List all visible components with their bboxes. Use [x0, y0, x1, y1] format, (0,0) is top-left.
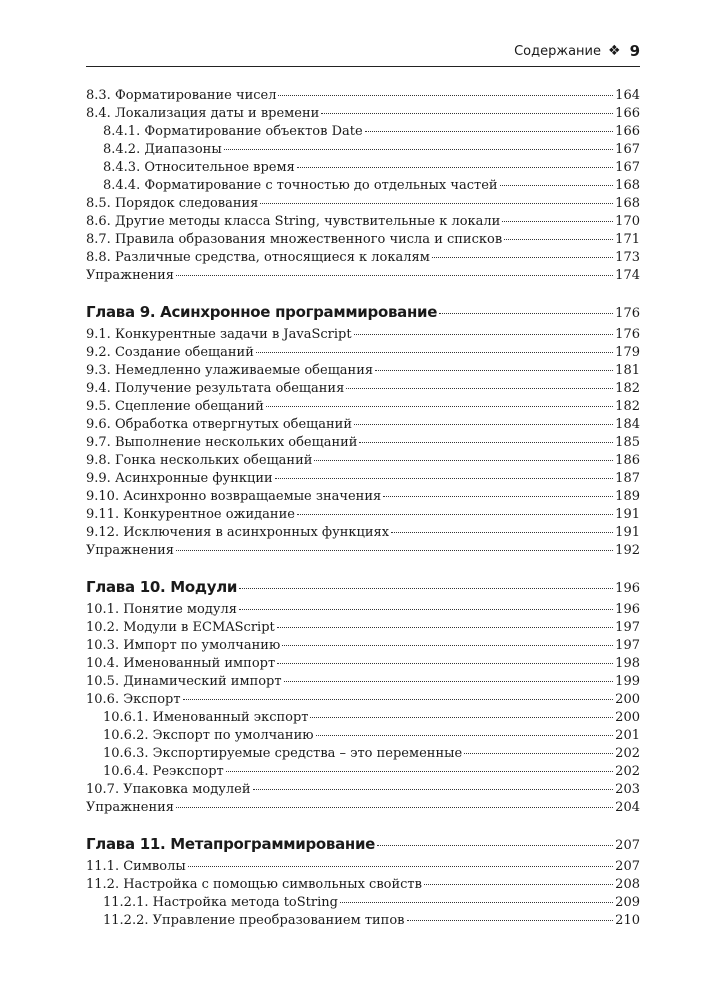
- toc-section: [86, 299, 640, 560]
- toc-entry: [86, 799, 640, 817]
- chapter-heading-title: Глава 9. Асинхронное программирование: [86, 303, 438, 321]
- toc-entry-title: 9.4. Получение результата обещания: [86, 381, 345, 396]
- toc-entry-title: 9.5. Сцепление обещаний: [86, 399, 264, 414]
- table-of-contents: [86, 87, 640, 930]
- dot-leader: [464, 753, 613, 754]
- toc-section: [86, 574, 640, 817]
- dot-leader: [346, 388, 613, 389]
- toc-entry-page: 198: [615, 656, 640, 671]
- toc-entry: [86, 141, 640, 159]
- toc-entry-page: 197: [615, 620, 640, 635]
- toc-entry: [86, 655, 640, 673]
- toc-entry: [86, 619, 640, 637]
- chapter-heading-title: Глава 10. Модули: [86, 578, 238, 596]
- dot-leader: [176, 550, 613, 551]
- dot-leader: [253, 789, 614, 790]
- toc-entry-title: 9.2. Создание обещаний: [86, 345, 254, 360]
- toc-entry: [86, 416, 640, 434]
- dot-leader: [340, 902, 613, 903]
- toc-entry: [86, 524, 640, 542]
- toc-entry: [86, 691, 640, 709]
- toc-entry-title: 9.8. Гонка нескольких обещаний: [86, 453, 313, 468]
- chapter-heading: [86, 574, 640, 600]
- toc-entry: [86, 380, 640, 398]
- toc-entry-title: 10.6.4. Реэкспорт: [103, 764, 224, 779]
- toc-entry: [86, 249, 640, 267]
- toc-entry: [86, 727, 640, 745]
- toc-entry-title: 9.10. Асинхронно возвращаемые значения: [86, 489, 382, 504]
- toc-entry-page: 179: [615, 345, 640, 360]
- toc-entry: [86, 781, 640, 799]
- toc-entry-title: 8.6. Другие методы класса String, чувствительные к локали: [86, 214, 501, 229]
- dot-leader: [439, 313, 613, 314]
- chapter-heading-page: 176: [615, 306, 640, 321]
- dot-leader: [500, 185, 614, 186]
- toc-entry-title: 8.4.2. Диапазоны: [103, 142, 222, 157]
- toc-entry: [86, 506, 640, 524]
- toc-entry-title: Упражнения: [86, 543, 174, 558]
- toc-entry-page: 167: [615, 142, 640, 157]
- toc-entry: [86, 87, 640, 105]
- toc-entry-page: 168: [615, 196, 640, 211]
- dot-leader: [224, 149, 614, 150]
- toc-entry: [86, 601, 640, 619]
- toc-entry-title: 8.8. Различные средства, относящиеся к локалям: [86, 250, 430, 265]
- toc-entry: [86, 213, 640, 231]
- dot-leader: [278, 95, 613, 96]
- toc-entry: [86, 326, 640, 344]
- dot-leader: [391, 532, 613, 533]
- toc-entry-title: 10.3. Импорт по умолчанию: [86, 638, 281, 653]
- toc-entry: [86, 159, 640, 177]
- dot-leader: [277, 627, 613, 628]
- toc-entry-title: 10.6.3. Экспортируемые средства – это переменные: [103, 746, 463, 761]
- toc-entry-page: 208: [615, 877, 640, 892]
- toc-entry-title: 9.12. Исключения в асинхронных функциях: [86, 525, 390, 540]
- dot-leader: [188, 866, 613, 867]
- toc-entry-page: 196: [615, 602, 640, 617]
- toc-entry-page: 202: [615, 746, 640, 761]
- toc-entry-page: 182: [615, 399, 640, 414]
- toc-entry-title: 11.2. Настройка с помощью символьных свойств: [86, 877, 422, 892]
- dot-leader: [354, 334, 614, 335]
- toc-entry: [86, 637, 640, 655]
- toc-entry-page: 189: [615, 489, 640, 504]
- dot-leader: [432, 257, 613, 258]
- toc-entry-page: 181: [615, 363, 640, 378]
- toc-entry-page: 184: [615, 417, 640, 432]
- dot-leader: [359, 442, 613, 443]
- toc-entry-page: 174: [615, 268, 640, 283]
- dot-leader: [407, 920, 614, 921]
- toc-entry-title: 8.7. Правила образования множественного числа и списков: [86, 232, 503, 247]
- dot-leader: [310, 717, 613, 718]
- chapter-heading-title: Глава 11. Метапрограммирование: [86, 835, 376, 853]
- toc-entry-title: 10.6.1. Именованный экспорт: [103, 710, 309, 725]
- toc-entry-title: 9.7. Выполнение нескольких обещаний: [86, 435, 358, 450]
- dot-leader: [375, 370, 613, 371]
- toc-entry-page: 191: [615, 507, 640, 522]
- toc-entry: [86, 123, 640, 141]
- dot-leader: [284, 681, 614, 682]
- toc-entry: [86, 763, 640, 781]
- toc-entry: [86, 709, 640, 727]
- dot-leader: [176, 275, 613, 276]
- chapter-heading-page: 207: [615, 838, 640, 853]
- toc-entry-page: 207: [615, 859, 640, 874]
- toc-entry-page: 191: [615, 525, 640, 540]
- dot-leader: [321, 113, 613, 114]
- toc-entry-title: 9.9. Асинхронные функции: [86, 471, 273, 486]
- toc-entry-title: 10.6. Экспорт: [86, 692, 181, 707]
- dot-leader: [297, 514, 613, 515]
- dot-leader: [256, 352, 613, 353]
- dot-leader: [365, 131, 613, 132]
- dot-leader: [275, 478, 613, 479]
- toc-entry-title: 8.3. Форматирование чисел: [86, 88, 277, 103]
- toc-entry: [86, 673, 640, 691]
- toc-entry-title: 8.4.4. Форматирование с точностью до отдельных частей: [103, 178, 498, 193]
- toc-entry-page: 176: [615, 327, 640, 342]
- toc-entry-page: 182: [615, 381, 640, 396]
- toc-entry-page: 167: [615, 160, 640, 175]
- page-number: 9: [629, 42, 640, 60]
- dot-leader: [239, 609, 613, 610]
- toc-entry: [86, 231, 640, 249]
- toc-entry-title: 11.1. Символы: [86, 859, 186, 874]
- dot-leader: [260, 203, 613, 204]
- dot-leader: [502, 221, 613, 222]
- toc-entry-page: 209: [615, 895, 640, 910]
- toc-entry-title: 9.1. Конкурентные задачи в JavaScript: [86, 327, 352, 342]
- dot-leader: [383, 496, 613, 497]
- chapter-heading: [86, 299, 640, 325]
- running-title: Содержание: [514, 43, 601, 59]
- chapter-heading: [86, 831, 640, 857]
- toc-entry: [86, 177, 640, 195]
- toc-entry-page: 166: [615, 124, 640, 139]
- dot-leader: [277, 663, 613, 664]
- toc-entry: [86, 434, 640, 452]
- toc-entry-page: 164: [615, 88, 640, 103]
- toc-entry: [86, 105, 640, 123]
- toc-entry-title: 8.4.1. Форматирование объектов Date: [103, 124, 363, 139]
- dot-leader: [424, 884, 613, 885]
- dot-leader: [316, 735, 614, 736]
- toc-entry: [86, 362, 640, 380]
- toc-entry-page: 173: [615, 250, 640, 265]
- toc-entry-title: 10.5. Динамический импорт: [86, 674, 282, 689]
- chapter-heading-page: 196: [615, 581, 640, 596]
- toc-section: [86, 831, 640, 930]
- toc-entry-page: 197: [615, 638, 640, 653]
- toc-entry-page: 171: [615, 232, 640, 247]
- dot-leader: [297, 167, 613, 168]
- toc-entry-title: 10.6.2. Экспорт по умолчанию: [103, 728, 314, 743]
- toc-entry: [86, 745, 640, 763]
- toc-entry: [86, 488, 640, 506]
- toc-entry-title: 9.11. Конкурентное ожидание: [86, 507, 295, 522]
- toc-entry-title: Упражнения: [86, 268, 174, 283]
- toc-entry-page: 186: [615, 453, 640, 468]
- dot-leader: [354, 424, 613, 425]
- toc-entry-page: 204: [615, 800, 640, 815]
- toc-entry-title: 10.2. Модули в ECMAScript: [86, 620, 275, 635]
- dot-leader: [504, 239, 613, 240]
- toc-entry-title: 8.4.3. Относительное время: [103, 160, 295, 175]
- ornament-icon: ❖: [608, 43, 621, 59]
- toc-entry-title: 10.4. Именованный импорт: [86, 656, 276, 671]
- dot-leader: [282, 645, 613, 646]
- dot-leader: [377, 845, 613, 846]
- toc-entry-page: 170: [615, 214, 640, 229]
- toc-entry-title: 11.2.1. Настройка метода toString: [103, 895, 338, 910]
- dot-leader: [239, 588, 613, 589]
- toc-entry: [86, 470, 640, 488]
- toc-entry-title: 11.2.2. Управление преобразованием типов: [103, 913, 405, 928]
- toc-entry-page: 166: [615, 106, 640, 121]
- dot-leader: [226, 771, 613, 772]
- toc-entry: [86, 894, 640, 912]
- toc-entry-title: 8.5. Порядок следования: [86, 196, 259, 211]
- toc-entry: [86, 195, 640, 213]
- toc-entry-page: 203: [615, 782, 640, 797]
- toc-entry-page: 168: [615, 178, 640, 193]
- toc-entry-title: 10.7. Упаковка модулей: [86, 782, 251, 797]
- toc-entry-page: 187: [615, 471, 640, 486]
- toc-section: [86, 87, 640, 285]
- dot-leader: [266, 406, 613, 407]
- toc-entry: [86, 452, 640, 470]
- toc-entry: [86, 858, 640, 876]
- toc-entry-title: Упражнения: [86, 800, 174, 815]
- dot-leader: [183, 699, 614, 700]
- toc-entry: [86, 912, 640, 930]
- toc-entry: [86, 542, 640, 560]
- toc-entry-page: 210: [615, 913, 640, 928]
- toc-entry: [86, 876, 640, 894]
- toc-entry-page: 201: [615, 728, 640, 743]
- toc-entry-title: 9.6. Обработка отвергнутых обещаний: [86, 417, 353, 432]
- toc-entry-title: 10.1. Понятие модуля: [86, 602, 237, 617]
- toc-entry-page: 192: [615, 543, 640, 558]
- toc-entry: [86, 267, 640, 285]
- dot-leader: [314, 460, 613, 461]
- toc-entry-page: 200: [615, 710, 640, 725]
- toc-entry-page: 200: [615, 692, 640, 707]
- toc-entry-page: 202: [615, 764, 640, 779]
- toc-entry-page: 199: [615, 674, 640, 689]
- toc-entry: [86, 398, 640, 416]
- toc-entry: [86, 344, 640, 362]
- toc-entry-page: 185: [615, 435, 640, 450]
- running-header: [86, 36, 640, 67]
- toc-entry-title: 8.4. Локализация даты и времени: [86, 106, 320, 121]
- dot-leader: [176, 807, 613, 808]
- toc-entry-title: 9.3. Немедленно улаживаемые обещания: [86, 363, 374, 378]
